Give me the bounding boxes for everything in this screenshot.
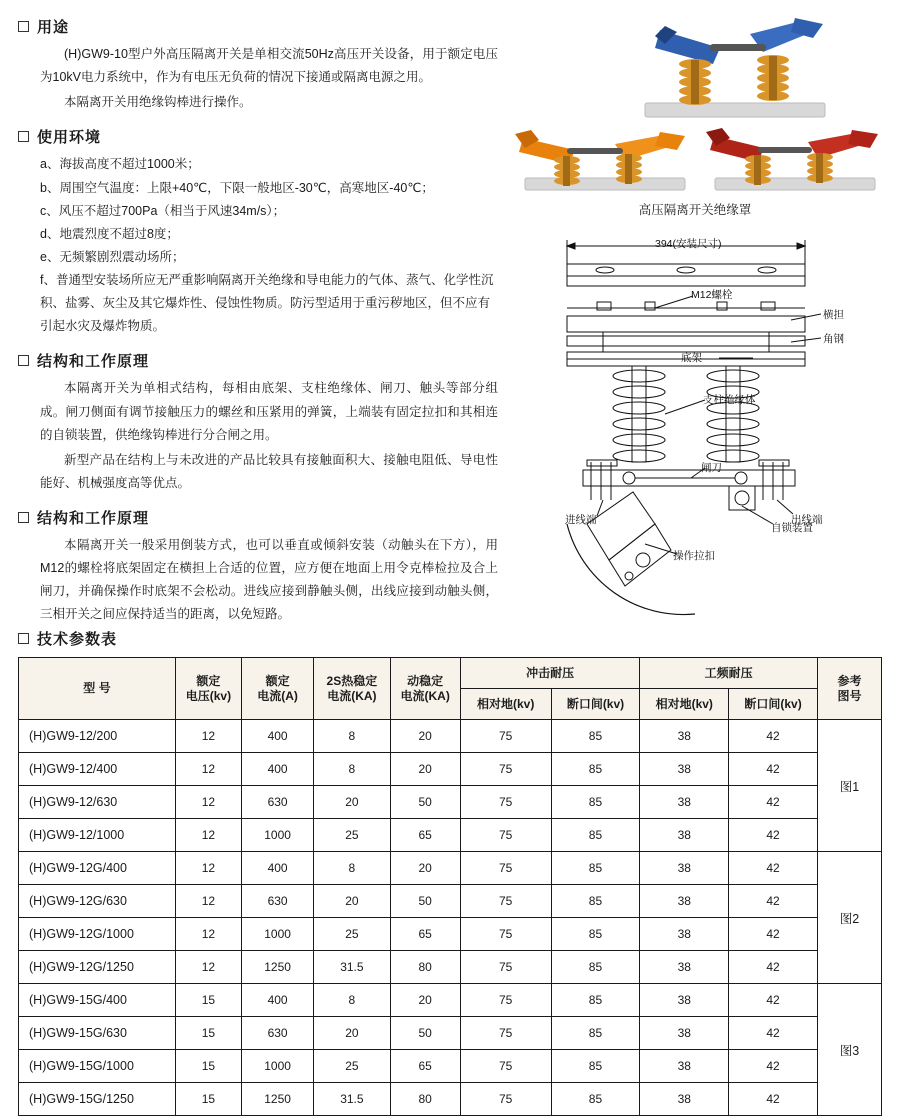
section-heading [18, 507, 498, 528]
cell-pf-gap: 42 [729, 1017, 818, 1050]
list-item [40, 153, 498, 176]
cell-pf-earth: 38 [640, 918, 729, 951]
cell-impulse-earth: 75 [460, 984, 551, 1017]
cell-pf-gap: 42 [729, 852, 818, 885]
section-purpose [18, 16, 498, 114]
dimension-label: 394(安装尺寸) [655, 238, 722, 250]
cell-pf-earth: 38 [640, 951, 729, 984]
cell-current: 400 [241, 984, 313, 1017]
cell-pf-earth: 38 [640, 852, 729, 885]
environment-list [18, 153, 498, 338]
th-dynamic-stability [390, 658, 460, 720]
cell-thermal: 25 [314, 918, 390, 951]
th-line-2: 电流(KA) [400, 688, 450, 703]
cell-pf-earth: 38 [640, 984, 729, 1017]
cell-pf-gap: 42 [729, 753, 818, 786]
section-title: 结构和工作原理 [37, 510, 150, 527]
technical-drawing [505, 224, 885, 624]
th-line-1: 额定 [265, 673, 290, 688]
cell-pf-gap: 42 [729, 786, 818, 819]
th-line-1: 参考 [837, 673, 862, 688]
cell-impulse-earth: 75 [460, 786, 551, 819]
cell-impulse-gap: 85 [551, 951, 640, 984]
section-title: 结构和工作原理 [37, 353, 150, 371]
cell-model: (H)GW9-15G/1250 [19, 1083, 176, 1116]
cell-current: 400 [241, 720, 313, 753]
paragraph: 本隔离开关一般采用倒装方式，也可以垂直或倾斜安装（动触头在下方），用M12的螺栓将底架固定在横担上合适的位置，应方便在地面上用令克棒检拉及合上闸刀，并确保操作时底架不会松动。进线应接到静触头侧，出线应接到动触头侧，三相开关之间应保持适当的距离，以免短路。 [40, 538, 498, 622]
paragraph: (H)GW9-10型户外高压隔离开关是单相交流50Hz高压开关设备，用于额定电压为10kV电力系统中，作为有电压无负荷的情况下接通或隔离电源之用。 [40, 47, 498, 85]
th-figure-ref [817, 658, 881, 720]
cell-dynamic: 20 [390, 852, 460, 885]
cell-pf-gap: 42 [729, 984, 818, 1017]
cell-thermal: 8 [314, 984, 390, 1017]
bullet-square-icon [18, 512, 29, 523]
th-impulse-across-gap: 断口间(kv) [551, 689, 640, 720]
cell-pf-gap: 42 [729, 951, 818, 984]
cell-impulse-earth: 75 [460, 720, 551, 753]
cell-dynamic: 20 [390, 753, 460, 786]
paragraph: 新型产品在结构上与未改进的产品比较具有接触面积大、接触电阻低、导电性能好、机械强度高等优点。 [40, 452, 498, 490]
cell-model: (H)GW9-15G/1000 [19, 1050, 176, 1083]
table-row [19, 753, 882, 786]
photo-red-unit [700, 120, 890, 200]
label-base-frame: 底架 [681, 352, 702, 364]
cell-voltage: 15 [175, 1017, 241, 1050]
cell-voltage: 12 [175, 819, 241, 852]
cell-pf-earth: 38 [640, 819, 729, 852]
bullet-square-icon [18, 633, 29, 644]
list-item [40, 177, 498, 200]
list-item-text: e、无频繁剧烈震动场所； [40, 249, 185, 264]
cell-voltage: 12 [175, 720, 241, 753]
cell-pf-earth: 38 [640, 1017, 729, 1050]
cell-thermal: 31.5 [314, 1083, 390, 1116]
cell-impulse-gap: 85 [551, 852, 640, 885]
cell-pf-gap: 42 [729, 1083, 818, 1116]
table-row [19, 885, 882, 918]
section-title: 技术参数表 [37, 631, 118, 648]
cell-pf-earth: 38 [640, 720, 729, 753]
cell-impulse-earth: 75 [460, 1083, 551, 1116]
table-row [19, 1083, 882, 1116]
cell-impulse-gap: 85 [551, 720, 640, 753]
cell-voltage: 12 [175, 918, 241, 951]
th-line-1: 2S热稳定 [326, 673, 378, 688]
th-thermal-stability [314, 658, 390, 720]
cell-voltage: 12 [175, 852, 241, 885]
cell-impulse-gap: 85 [551, 819, 640, 852]
th-rated-current [241, 658, 313, 720]
cell-impulse-gap: 85 [551, 786, 640, 819]
cell-dynamic: 80 [390, 1083, 460, 1116]
cell-current: 1000 [241, 918, 313, 951]
cell-pf-gap: 42 [729, 1050, 818, 1083]
th-model: 型 号 [19, 658, 176, 720]
cell-pf-gap: 42 [729, 819, 818, 852]
cell-current: 400 [241, 852, 313, 885]
table-row [19, 786, 882, 819]
cell-pf-gap: 42 [729, 720, 818, 753]
cell-voltage: 15 [175, 1050, 241, 1083]
cell-thermal: 20 [314, 885, 390, 918]
product-photos [505, 8, 885, 198]
th-line-1: 动稳定 [407, 673, 444, 688]
cell-impulse-gap: 85 [551, 1050, 640, 1083]
list-item [40, 269, 498, 338]
left-text-column [18, 16, 498, 639]
spec-table-section [18, 628, 882, 1116]
table-row [19, 819, 882, 852]
list-item-text: d、地震烈度不超过8度； [40, 226, 179, 241]
cell-dynamic: 50 [390, 885, 460, 918]
cell-impulse-gap: 85 [551, 918, 640, 951]
th-power-frequency-withstand: 工频耐压 [640, 658, 818, 689]
cell-model: (H)GW9-12/400 [19, 753, 176, 786]
cell-impulse-gap: 85 [551, 984, 640, 1017]
cell-impulse-earth: 75 [460, 918, 551, 951]
list-item [40, 223, 498, 246]
section-environment [18, 126, 498, 338]
cell-model: (H)GW9-12G/1250 [19, 951, 176, 984]
th-pf-across-gap: 断口间(kv) [729, 689, 818, 720]
table-row [19, 852, 882, 885]
cell-dynamic: 20 [390, 720, 460, 753]
cell-figure-ref: 图2 [817, 852, 881, 984]
table-row [19, 1017, 882, 1050]
cell-thermal: 8 [314, 852, 390, 885]
th-line-2: 电流(KA) [327, 688, 377, 703]
cell-current: 630 [241, 1017, 313, 1050]
cell-impulse-earth: 75 [460, 1050, 551, 1083]
table-header-row [19, 658, 882, 689]
cell-dynamic: 20 [390, 984, 460, 1017]
cell-current: 1250 [241, 1083, 313, 1116]
cell-voltage: 15 [175, 984, 241, 1017]
cell-pf-earth: 38 [640, 786, 729, 819]
cell-current: 1250 [241, 951, 313, 984]
section-heading [18, 350, 498, 371]
cell-voltage: 12 [175, 753, 241, 786]
cell-voltage: 15 [175, 1083, 241, 1116]
cell-model: (H)GW9-12G/1000 [19, 918, 176, 951]
cell-model: (H)GW9-12/1000 [19, 819, 176, 852]
cell-figure-ref: 图1 [817, 720, 881, 852]
cell-impulse-earth: 75 [460, 1017, 551, 1050]
table-row [19, 951, 882, 984]
th-impulse-withstand: 冲击耐压 [460, 658, 640, 689]
paragraph: 本隔离开关用绝缘钩棒进行操作。 [64, 95, 252, 110]
cell-thermal: 8 [314, 720, 390, 753]
cell-current: 400 [241, 753, 313, 786]
photo-blue-unit [505, 8, 885, 138]
cell-pf-gap: 42 [729, 918, 818, 951]
cell-impulse-earth: 75 [460, 852, 551, 885]
cell-model: (H)GW9-12G/400 [19, 852, 176, 885]
cell-impulse-earth: 75 [460, 951, 551, 984]
cell-pf-earth: 38 [640, 1050, 729, 1083]
bullet-square-icon [18, 131, 29, 142]
paragraph: 本隔离开关为单相式结构，每相由底架、支柱绝缘体、闸刀、触头等部分组成。闸刀侧面有调节接触压力的螺丝和压紧用的弹簧，上端装有固定拉扣和其相连的自锁装置，供绝缘钩棒进行分合闸之用。 [40, 381, 498, 442]
label-post-insulator: 支柱绝缘体 [703, 394, 756, 406]
th-line-2: 电压(kv) [185, 688, 232, 703]
section-structure-1 [18, 350, 498, 495]
cell-model: (H)GW9-15G/400 [19, 984, 176, 1017]
table-row [19, 984, 882, 1017]
cell-model: (H)GW9-12G/630 [19, 885, 176, 918]
cell-dynamic: 50 [390, 1017, 460, 1050]
cell-pf-earth: 38 [640, 885, 729, 918]
cell-current: 630 [241, 786, 313, 819]
list-item [40, 246, 498, 269]
cell-impulse-gap: 85 [551, 1083, 640, 1116]
cell-model: (H)GW9-15G/630 [19, 1017, 176, 1050]
cell-figure-ref: 图3 [817, 984, 881, 1116]
th-impulse-to-earth: 相对地(kv) [460, 689, 551, 720]
th-line-2: 图号 [837, 688, 862, 703]
cell-dynamic: 50 [390, 786, 460, 819]
cell-current: 1000 [241, 819, 313, 852]
section-heading [18, 126, 498, 147]
table-row [19, 1050, 882, 1083]
table-row [19, 720, 882, 753]
th-line-2: 电流(A) [257, 688, 298, 703]
cell-pf-earth: 38 [640, 753, 729, 786]
cell-thermal: 8 [314, 753, 390, 786]
bullet-square-icon [18, 21, 29, 32]
cell-voltage: 12 [175, 951, 241, 984]
label-operating-latch: 操作拉扣 [673, 550, 715, 562]
th-rated-voltage [175, 658, 241, 720]
list-item-text: f、普通型安装场所应无严重影响隔离开关绝缘和导电能力的气体、蒸气、化学性沉积、盐雾、灰尘及其它爆炸性、侵蚀性物质。防污型适用于重污秽地区，但不应有引起水灾及爆炸物质。 [40, 273, 494, 334]
cell-impulse-gap: 85 [551, 753, 640, 786]
photo-caption: 高压隔离开关绝缘罩 [638, 203, 752, 217]
cell-current: 1000 [241, 1050, 313, 1083]
cell-voltage: 12 [175, 885, 241, 918]
section-heading [18, 16, 498, 37]
cell-dynamic: 65 [390, 1050, 460, 1083]
cell-thermal: 25 [314, 819, 390, 852]
label-self-lock-device: 自锁装置 [771, 522, 813, 534]
cell-pf-earth: 38 [640, 1083, 729, 1116]
right-figure-column [505, 8, 885, 624]
list-item [40, 200, 498, 223]
th-line-1: 额定 [196, 673, 221, 688]
cell-dynamic: 80 [390, 951, 460, 984]
section-heading [18, 628, 882, 649]
label-cross-arm: 横担 [823, 309, 844, 321]
cell-impulse-earth: 75 [460, 819, 551, 852]
cell-dynamic: 65 [390, 918, 460, 951]
label-incoming-terminal: 进线端 [565, 514, 597, 526]
label-blade: 闸刀 [701, 462, 722, 474]
section-structure-2 [18, 507, 498, 627]
label-m12-bolt: M12螺栓 [691, 289, 733, 301]
cell-model: (H)GW9-12/630 [19, 786, 176, 819]
section-title: 使用环境 [37, 129, 102, 147]
cell-current: 630 [241, 885, 313, 918]
cell-impulse-gap: 85 [551, 885, 640, 918]
cell-model: (H)GW9-12/200 [19, 720, 176, 753]
cell-thermal: 25 [314, 1050, 390, 1083]
cell-impulse-gap: 85 [551, 1017, 640, 1050]
cell-dynamic: 65 [390, 819, 460, 852]
section-title: 用途 [37, 19, 70, 36]
cell-pf-gap: 42 [729, 885, 818, 918]
table-row [19, 918, 882, 951]
spec-table [18, 657, 882, 1116]
bullet-square-icon [18, 355, 29, 366]
cell-impulse-earth: 75 [460, 753, 551, 786]
drawing-svg [505, 224, 885, 624]
cell-thermal: 20 [314, 1017, 390, 1050]
list-item-text: a、海拔高度不超过1000米； [40, 157, 200, 172]
th-pf-to-earth: 相对地(kv) [640, 689, 729, 720]
list-item-text: b、周围空气温度：上限+40℃，下限一般地区-30℃，高寒地区-40℃； [40, 180, 434, 195]
cell-impulse-earth: 75 [460, 885, 551, 918]
label-angle-steel: 角钢 [823, 333, 844, 345]
cell-voltage: 12 [175, 786, 241, 819]
label-outgoing-terminal: 出线端 [791, 514, 823, 526]
cell-thermal: 20 [314, 786, 390, 819]
cell-thermal: 31.5 [314, 951, 390, 984]
photo-orange-unit [505, 120, 695, 200]
list-item-text: c、风压不超过700Pa（相当于风速34m/s）； [40, 203, 286, 218]
